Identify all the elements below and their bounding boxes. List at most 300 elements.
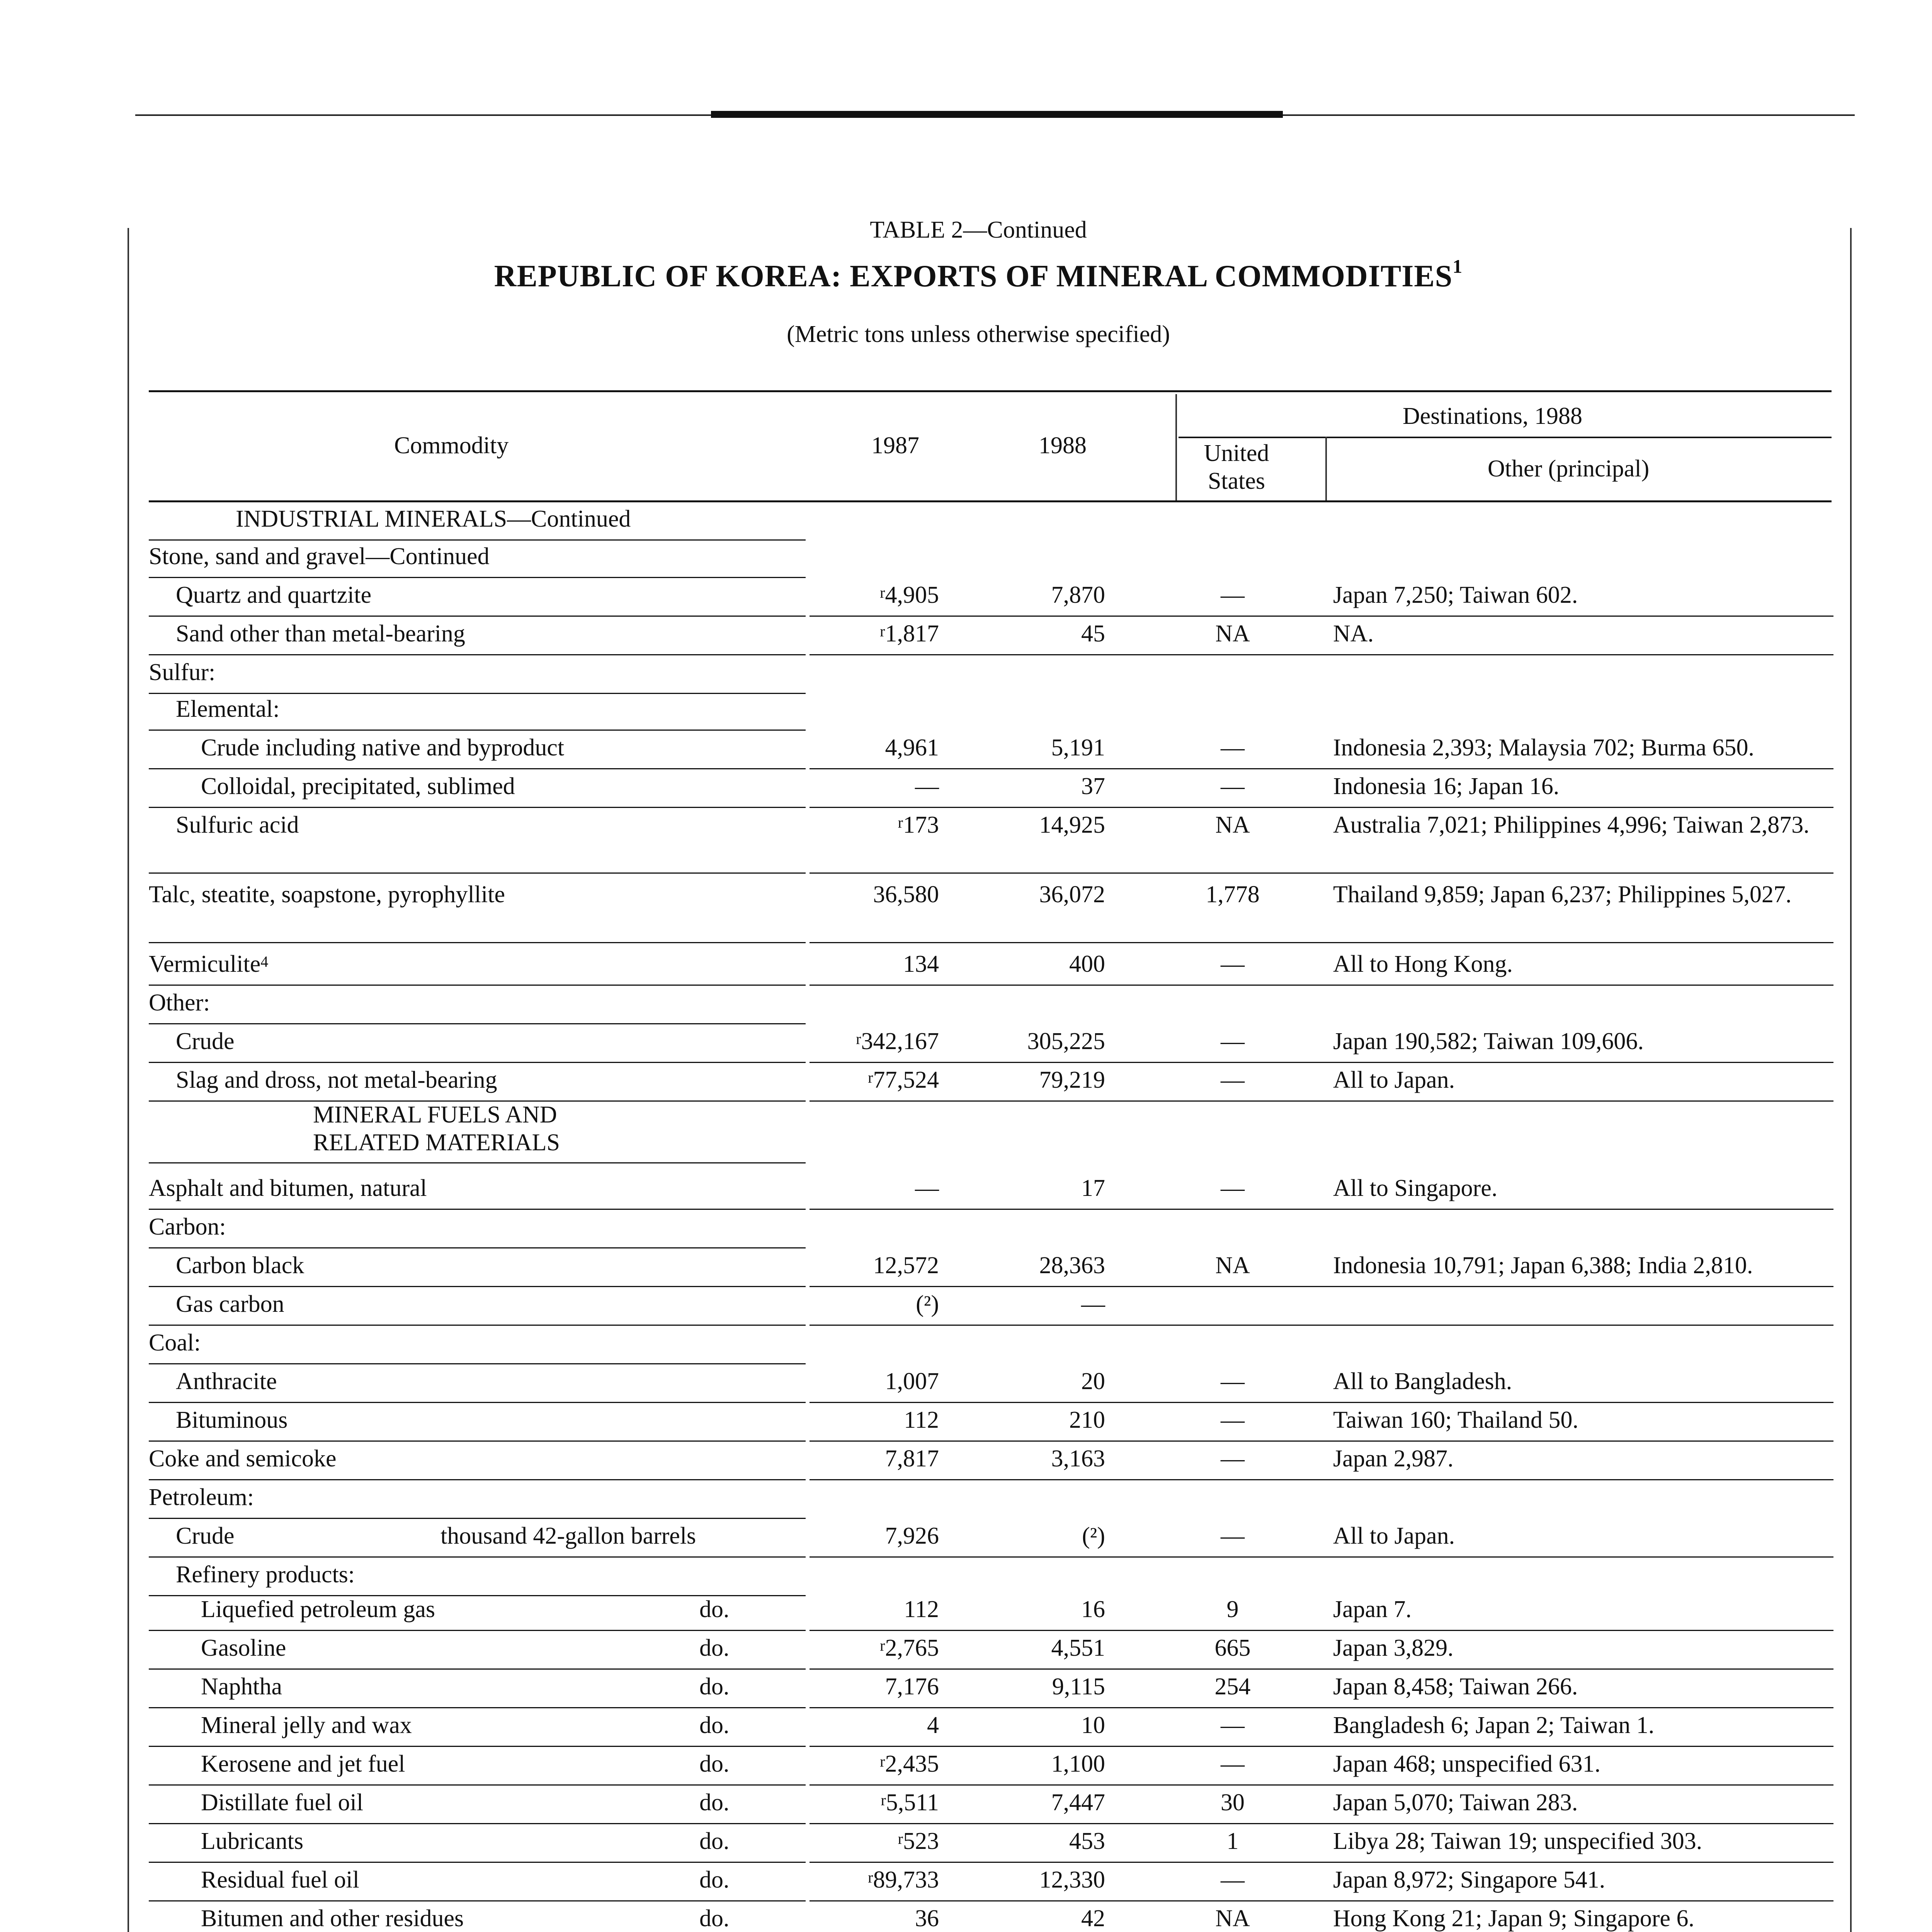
table-row bbox=[0, 951, 1932, 989]
value-1987 bbox=[823, 773, 939, 800]
commodity-label: Elemental: bbox=[176, 696, 280, 722]
value-1987 bbox=[823, 1634, 939, 1662]
commodity-label: Stone, sand and gravel—Continued bbox=[149, 543, 490, 570]
row-rule bbox=[149, 1668, 806, 1670]
commodity-label: Bitumen and other residues bbox=[201, 1905, 464, 1932]
row-rule bbox=[149, 942, 806, 943]
commodity-label: Crude including native and byproduct bbox=[201, 735, 565, 761]
value-other-destinations: Japan 468; unspecified 631. bbox=[1333, 1751, 1601, 1777]
section-row bbox=[0, 1329, 1932, 1368]
value-other-destinations: All to Japan. bbox=[1333, 1523, 1455, 1549]
table-row bbox=[0, 620, 1932, 659]
value-other-destinations: Australia 7,021; Philippines 4,996; Taiwan 2,873. bbox=[1333, 812, 1810, 838]
row-rule bbox=[149, 985, 806, 986]
revised-mark: r bbox=[880, 584, 885, 601]
commodity-cell bbox=[149, 1175, 427, 1202]
section-row bbox=[0, 659, 1932, 697]
ditto-unit: do. bbox=[699, 1751, 730, 1777]
section-row bbox=[0, 1101, 1932, 1156]
value-1987-text: 36 bbox=[915, 1905, 939, 1932]
value-1987-text: 5,511 bbox=[886, 1789, 939, 1816]
commodity-cell bbox=[149, 951, 268, 978]
row-rule-right bbox=[810, 1062, 1833, 1063]
row-rule-right bbox=[810, 942, 1833, 943]
value-united-states: 665 bbox=[1214, 1635, 1251, 1661]
value-1987-text: 4,961 bbox=[885, 735, 939, 761]
table-row bbox=[0, 1252, 1932, 1291]
value-other-destinations: Libya 28; Taiwan 19; unspecified 303. bbox=[1333, 1828, 1702, 1854]
value-1987 bbox=[823, 1406, 939, 1434]
value-united-states: 254 bbox=[1214, 1673, 1251, 1700]
commodity-label: Sulfur: bbox=[149, 659, 216, 685]
row-rule bbox=[149, 1286, 806, 1287]
commodity-label: Carbon black bbox=[176, 1252, 304, 1279]
commodity-label: Other: bbox=[149, 990, 210, 1016]
value-other-destinations: Hong Kong 21; Japan 9; Singapore 6. bbox=[1333, 1905, 1695, 1932]
section-heading: INDUSTRIAL MINERALS—Continued bbox=[236, 506, 631, 532]
row-rule bbox=[149, 807, 806, 808]
value-united-states: — bbox=[1221, 582, 1245, 608]
row-rule-right bbox=[810, 1900, 1833, 1901]
commodity-label: Carbon: bbox=[149, 1214, 226, 1240]
commodity-cell bbox=[149, 659, 215, 686]
value-1987-text: — bbox=[915, 773, 939, 799]
value-1987-text: 1,007 bbox=[885, 1368, 939, 1395]
value-1987 bbox=[823, 1066, 939, 1094]
value-1987 bbox=[823, 1522, 939, 1549]
value-united-states: NA bbox=[1215, 621, 1250, 647]
commodity-label: Crude bbox=[176, 1028, 235, 1054]
row-rule-right bbox=[810, 1707, 1833, 1708]
value-1987-text: 173 bbox=[903, 812, 939, 838]
table-row bbox=[0, 1406, 1932, 1445]
value-1988: 12,330 bbox=[1039, 1867, 1105, 1893]
section-heading-line2: RELATED MATERIALS bbox=[313, 1129, 560, 1156]
revised-mark: r bbox=[856, 1030, 861, 1048]
commodity-cell bbox=[201, 1596, 435, 1623]
commodity-cell bbox=[201, 734, 564, 761]
row-rule bbox=[149, 1247, 806, 1248]
value-united-states: 30 bbox=[1221, 1789, 1245, 1816]
row-rule-right bbox=[810, 1440, 1833, 1442]
commodity-cell bbox=[176, 696, 280, 723]
row-rule bbox=[149, 1479, 806, 1480]
row-rule bbox=[149, 654, 806, 655]
value-1987-text: 7,176 bbox=[885, 1673, 939, 1700]
commodity-label: Lubricants bbox=[201, 1828, 304, 1854]
table-row bbox=[0, 1291, 1932, 1329]
value-other-destinations: Japan 2,987. bbox=[1333, 1446, 1454, 1472]
value-1987-text: 89,733 bbox=[873, 1867, 939, 1893]
title-footnote-mark: 1 bbox=[1452, 255, 1463, 277]
unit-label: thousand 42-gallon barrels bbox=[440, 1523, 696, 1549]
section-row bbox=[0, 1213, 1932, 1252]
table-row bbox=[0, 811, 1932, 850]
row-rule bbox=[149, 1162, 806, 1163]
value-1987 bbox=[823, 1712, 939, 1739]
commodity-cell bbox=[176, 1252, 304, 1279]
revised-mark: r bbox=[880, 1637, 885, 1654]
commodity-label: Mineral jelly and wax bbox=[201, 1712, 412, 1738]
value-1988: (²) bbox=[1082, 1523, 1105, 1549]
value-other-destinations: Indonesia 10,791; Japan 6,388; India 2,810. bbox=[1333, 1252, 1753, 1279]
revised-mark: r bbox=[868, 1869, 873, 1886]
header-states: States bbox=[1208, 468, 1265, 494]
value-1987 bbox=[823, 1291, 939, 1318]
ditto-unit: do. bbox=[699, 1635, 730, 1661]
value-1987 bbox=[823, 1750, 939, 1777]
value-1987-text: — bbox=[915, 1175, 939, 1201]
value-1988: 210 bbox=[1069, 1407, 1105, 1433]
revised-mark: r bbox=[868, 1069, 873, 1086]
value-1988: 5,191 bbox=[1051, 735, 1105, 761]
value-1987-text: 523 bbox=[903, 1828, 939, 1854]
value-1988: 10 bbox=[1081, 1712, 1105, 1738]
value-1988: 14,925 bbox=[1039, 812, 1105, 838]
row-rule-right bbox=[810, 1556, 1833, 1558]
value-1988: 7,447 bbox=[1051, 1789, 1105, 1816]
row-rule bbox=[149, 1707, 806, 1708]
value-1987-text: (²) bbox=[916, 1291, 939, 1317]
commodity-cell bbox=[176, 582, 371, 609]
row-rule-right bbox=[810, 1746, 1833, 1747]
table-row bbox=[0, 1066, 1932, 1105]
value-1988: 20 bbox=[1081, 1368, 1105, 1395]
value-1988: — bbox=[1081, 1291, 1105, 1317]
section-row bbox=[0, 1561, 1932, 1600]
table-row bbox=[0, 773, 1932, 811]
header-commodity: Commodity bbox=[394, 432, 509, 459]
commodity-label: Gasoline bbox=[201, 1635, 286, 1661]
commodity-cell bbox=[201, 1634, 286, 1662]
row-rule bbox=[149, 730, 806, 731]
value-1987 bbox=[823, 582, 939, 609]
commodity-cell bbox=[176, 1522, 235, 1549]
value-1988: 400 bbox=[1069, 951, 1105, 977]
row-rule bbox=[149, 1402, 806, 1403]
commodity-cell bbox=[149, 543, 490, 570]
value-1988: 16 bbox=[1081, 1596, 1105, 1622]
section-row bbox=[0, 989, 1932, 1028]
value-1987 bbox=[823, 1368, 939, 1395]
commodity-cell bbox=[176, 1561, 355, 1588]
value-united-states: — bbox=[1221, 1712, 1245, 1738]
row-rule bbox=[149, 1023, 806, 1024]
value-other-destinations: Japan 5,070; Taiwan 283. bbox=[1333, 1789, 1578, 1816]
row-rule bbox=[149, 872, 806, 874]
value-other-destinations: Japan 7. bbox=[1333, 1596, 1412, 1622]
value-united-states: — bbox=[1221, 1751, 1245, 1777]
commodity-cell bbox=[176, 1291, 284, 1318]
table-title-text: REPUBLIC OF KOREA: EXPORTS OF MINERAL COMMODITIES bbox=[494, 259, 1453, 293]
value-1987 bbox=[823, 881, 939, 908]
commodity-label: Anthracite bbox=[176, 1368, 277, 1395]
revised-mark: r bbox=[881, 1791, 886, 1809]
row-rule-right bbox=[810, 1862, 1833, 1863]
value-other-destinations: Thailand 9,859; Japan 6,237; Philippines 5,027. bbox=[1333, 881, 1792, 908]
value-1988: 1,100 bbox=[1051, 1751, 1105, 1777]
header-1988: 1988 bbox=[1039, 432, 1087, 459]
value-united-states: 9 bbox=[1226, 1596, 1239, 1622]
value-1988: 42 bbox=[1081, 1905, 1105, 1932]
value-1988: 17 bbox=[1081, 1175, 1105, 1201]
revised-mark: r bbox=[898, 1830, 903, 1847]
commodity-label: Vermiculite bbox=[149, 951, 261, 977]
commodity-cell bbox=[176, 811, 299, 838]
row-rule bbox=[149, 539, 806, 541]
row-rule bbox=[149, 1784, 806, 1786]
row-rule-right bbox=[810, 654, 1833, 655]
value-1988: 37 bbox=[1081, 773, 1105, 799]
value-1987 bbox=[823, 1866, 939, 1893]
commodity-label: Petroleum: bbox=[149, 1484, 254, 1510]
value-united-states: — bbox=[1221, 1523, 1245, 1549]
commodity-label: Asphalt and bitumen, natural bbox=[149, 1175, 427, 1201]
commodity-cell bbox=[176, 1066, 497, 1094]
value-1987 bbox=[823, 1828, 939, 1855]
value-united-states: — bbox=[1221, 951, 1245, 977]
value-1988: 79,219 bbox=[1039, 1067, 1105, 1093]
row-rule-right bbox=[810, 1325, 1833, 1326]
value-1987-text: 112 bbox=[904, 1407, 939, 1433]
section-row bbox=[0, 505, 1932, 544]
row-rule bbox=[149, 1630, 806, 1631]
row-rule bbox=[149, 1209, 806, 1210]
commodity-cell bbox=[176, 620, 465, 647]
table-row bbox=[0, 1750, 1932, 1789]
table-row bbox=[0, 1596, 1932, 1634]
commodity-label: Crude bbox=[176, 1523, 235, 1549]
value-1987-text: 4,905 bbox=[885, 582, 939, 608]
commodity-label: Residual fuel oil bbox=[201, 1867, 359, 1893]
value-united-states: — bbox=[1221, 773, 1245, 799]
commodity-label: Coal: bbox=[149, 1330, 201, 1356]
section-row bbox=[0, 543, 1932, 582]
commodity-label: Sulfuric acid bbox=[176, 812, 299, 838]
commodity-label: Bituminous bbox=[176, 1407, 288, 1433]
value-1987 bbox=[823, 1028, 939, 1055]
ditto-unit: do. bbox=[699, 1905, 730, 1932]
footnote-mark: 4 bbox=[260, 953, 269, 970]
commodity-cell bbox=[149, 1329, 201, 1356]
commodity-cell bbox=[201, 1673, 282, 1700]
value-1987 bbox=[823, 1175, 939, 1202]
commodity-label: Quartz and quartzite bbox=[176, 582, 372, 608]
ditto-unit: do. bbox=[699, 1789, 730, 1816]
commodity-cell bbox=[201, 1905, 464, 1932]
value-1987 bbox=[823, 1445, 939, 1472]
header-united: United bbox=[1204, 440, 1269, 466]
value-other-destinations: Japan 8,458; Taiwan 266. bbox=[1333, 1673, 1578, 1700]
revised-mark: r bbox=[898, 814, 903, 831]
value-united-states: — bbox=[1221, 735, 1245, 761]
value-1987-text: 2,435 bbox=[885, 1751, 939, 1777]
value-united-states: 1,778 bbox=[1206, 881, 1260, 908]
commodity-cell bbox=[176, 1028, 235, 1055]
row-rule-right bbox=[810, 1784, 1833, 1786]
value-1987 bbox=[823, 811, 939, 838]
row-rule bbox=[149, 1823, 806, 1824]
table-row bbox=[0, 1368, 1932, 1406]
commodity-cell bbox=[201, 1750, 405, 1777]
row-rule bbox=[149, 1862, 806, 1863]
row-rule bbox=[149, 1556, 806, 1558]
value-united-states: — bbox=[1221, 1067, 1245, 1093]
value-1988: 305,225 bbox=[1027, 1028, 1105, 1054]
row-rule bbox=[149, 616, 806, 617]
table-row bbox=[0, 881, 1932, 920]
commodity-cell bbox=[201, 1866, 359, 1893]
commodity-cell bbox=[149, 1213, 226, 1240]
row-rule bbox=[149, 1746, 806, 1747]
row-rule-right bbox=[810, 1402, 1833, 1403]
revised-mark: r bbox=[880, 622, 885, 640]
header-destinations: Destinations, 1988 bbox=[1403, 403, 1582, 429]
commodity-cell bbox=[201, 1712, 412, 1739]
value-other-destinations: Bangladesh 6; Japan 2; Taiwan 1. bbox=[1333, 1712, 1655, 1738]
commodity-cell bbox=[201, 773, 515, 800]
value-united-states: — bbox=[1221, 1446, 1245, 1472]
value-1988: 7,870 bbox=[1051, 582, 1105, 608]
header-1987: 1987 bbox=[871, 432, 919, 459]
value-1988: 9,115 bbox=[1052, 1673, 1105, 1700]
commodity-cell bbox=[149, 1484, 254, 1511]
value-other-destinations: Japan 190,582; Taiwan 109,606. bbox=[1333, 1028, 1644, 1054]
row-rule bbox=[149, 1440, 806, 1442]
commodity-label: Refinery products: bbox=[176, 1561, 355, 1588]
value-other-destinations: Taiwan 160; Thailand 50. bbox=[1333, 1407, 1579, 1433]
value-united-states: 1 bbox=[1226, 1828, 1239, 1854]
commodity-cell bbox=[149, 1445, 337, 1472]
section-heading-line1: MINERAL FUELS AND bbox=[313, 1102, 557, 1128]
value-1987-text: 7,926 bbox=[885, 1523, 939, 1549]
value-1987 bbox=[823, 1789, 939, 1816]
table-row bbox=[0, 1673, 1932, 1712]
section-row bbox=[0, 696, 1932, 734]
commodity-cell bbox=[201, 1789, 363, 1816]
value-other-destinations: All to Hong Kong. bbox=[1333, 951, 1513, 977]
value-1987-text: 77,524 bbox=[873, 1067, 939, 1093]
table-row bbox=[0, 582, 1932, 620]
table-row bbox=[0, 1175, 1932, 1213]
value-united-states: NA bbox=[1215, 1252, 1250, 1279]
value-1987-text: 342,167 bbox=[861, 1028, 939, 1054]
row-rule bbox=[149, 577, 806, 578]
commodity-label: Naphtha bbox=[201, 1673, 282, 1700]
value-1988: 3,163 bbox=[1051, 1446, 1105, 1472]
revised-mark: r bbox=[880, 1753, 885, 1770]
commodity-label: Slag and dross, not metal-bearing bbox=[176, 1067, 497, 1093]
row-rule-right bbox=[810, 1630, 1833, 1631]
row-rule-right bbox=[810, 1823, 1833, 1824]
value-other-destinations: All to Japan. bbox=[1333, 1067, 1455, 1093]
row-rule-right bbox=[810, 768, 1833, 769]
value-1987-text: 1,817 bbox=[885, 621, 939, 647]
value-other-destinations: All to Bangladesh. bbox=[1333, 1368, 1512, 1395]
commodity-label: Sand other than metal-bearing bbox=[176, 621, 465, 647]
commodity-label: Talc, steatite, soapstone, pyrophyllite bbox=[149, 881, 505, 908]
value-1987-text: 134 bbox=[903, 951, 939, 977]
row-rule-right bbox=[810, 1479, 1833, 1480]
value-other-destinations: All to Singapore. bbox=[1333, 1175, 1498, 1201]
value-united-states: NA bbox=[1215, 1905, 1250, 1932]
ditto-unit: do. bbox=[699, 1828, 730, 1854]
row-rule-right bbox=[810, 985, 1833, 986]
ditto-unit: do. bbox=[699, 1673, 730, 1700]
value-1987 bbox=[823, 1252, 939, 1279]
value-1987 bbox=[823, 951, 939, 978]
table-row bbox=[0, 1634, 1932, 1673]
value-1987 bbox=[823, 620, 939, 647]
row-rule bbox=[149, 1325, 806, 1326]
table-row bbox=[0, 1866, 1932, 1905]
row-rule-right bbox=[810, 1209, 1833, 1210]
value-united-states: — bbox=[1221, 1175, 1245, 1201]
row-rule-right bbox=[810, 616, 1833, 617]
table-row bbox=[0, 1789, 1932, 1828]
value-1987 bbox=[823, 1596, 939, 1623]
table-row bbox=[0, 1522, 1932, 1561]
row-rule-right bbox=[810, 1668, 1833, 1670]
value-1988: 45 bbox=[1081, 621, 1105, 647]
value-other-destinations: Indonesia 16; Japan 16. bbox=[1333, 773, 1560, 799]
table-row bbox=[0, 1445, 1932, 1484]
value-1988: 453 bbox=[1069, 1828, 1105, 1854]
table-row bbox=[0, 1028, 1932, 1066]
value-1987 bbox=[823, 1673, 939, 1700]
row-rule-right bbox=[810, 1286, 1833, 1287]
commodity-label: Kerosene and jet fuel bbox=[201, 1751, 405, 1777]
table-row bbox=[0, 1905, 1932, 1932]
value-united-states: — bbox=[1221, 1028, 1245, 1054]
value-1987-text: 2,765 bbox=[885, 1635, 939, 1661]
value-united-states: — bbox=[1221, 1407, 1245, 1433]
value-other-destinations: NA. bbox=[1333, 621, 1374, 647]
commodity-cell bbox=[176, 1368, 277, 1395]
commodity-label: Distillate fuel oil bbox=[201, 1789, 364, 1816]
table-label: TABLE 2—Continued bbox=[870, 217, 1087, 243]
row-rule bbox=[149, 768, 806, 769]
value-united-states: NA bbox=[1215, 812, 1250, 838]
commodity-label: Colloidal, precipitated, sublimed bbox=[201, 773, 515, 799]
row-rule-right bbox=[810, 807, 1833, 808]
ditto-unit: do. bbox=[699, 1596, 730, 1622]
value-1987-text: 112 bbox=[904, 1596, 939, 1622]
commodity-cell bbox=[149, 989, 210, 1016]
commodity-label: Gas carbon bbox=[176, 1291, 284, 1317]
table-row bbox=[0, 1712, 1932, 1750]
table-row bbox=[0, 1828, 1932, 1866]
ditto-unit: do. bbox=[699, 1712, 730, 1738]
row-rule bbox=[149, 1062, 806, 1063]
ditto-unit: do. bbox=[699, 1867, 730, 1893]
commodity-label: Liquefied petroleum gas bbox=[201, 1596, 435, 1622]
table-units: (Metric tons unless otherwise specified) bbox=[787, 321, 1170, 347]
row-rule bbox=[149, 1900, 806, 1901]
row-rule bbox=[149, 693, 806, 694]
table-row bbox=[0, 734, 1932, 773]
row-rule bbox=[149, 1518, 806, 1519]
value-other-destinations: Japan 3,829. bbox=[1333, 1635, 1454, 1661]
value-other-destinations: Japan 7,250; Taiwan 602. bbox=[1333, 582, 1578, 608]
value-1988: 36,072 bbox=[1039, 881, 1105, 908]
value-other-destinations: Indonesia 2,393; Malaysia 702; Burma 650. bbox=[1333, 735, 1754, 761]
row-rule bbox=[149, 1363, 806, 1364]
value-1988: 4,551 bbox=[1051, 1635, 1105, 1661]
row-rule-right bbox=[810, 872, 1833, 874]
commodity-cell bbox=[176, 1406, 287, 1434]
value-united-states: — bbox=[1221, 1368, 1245, 1395]
